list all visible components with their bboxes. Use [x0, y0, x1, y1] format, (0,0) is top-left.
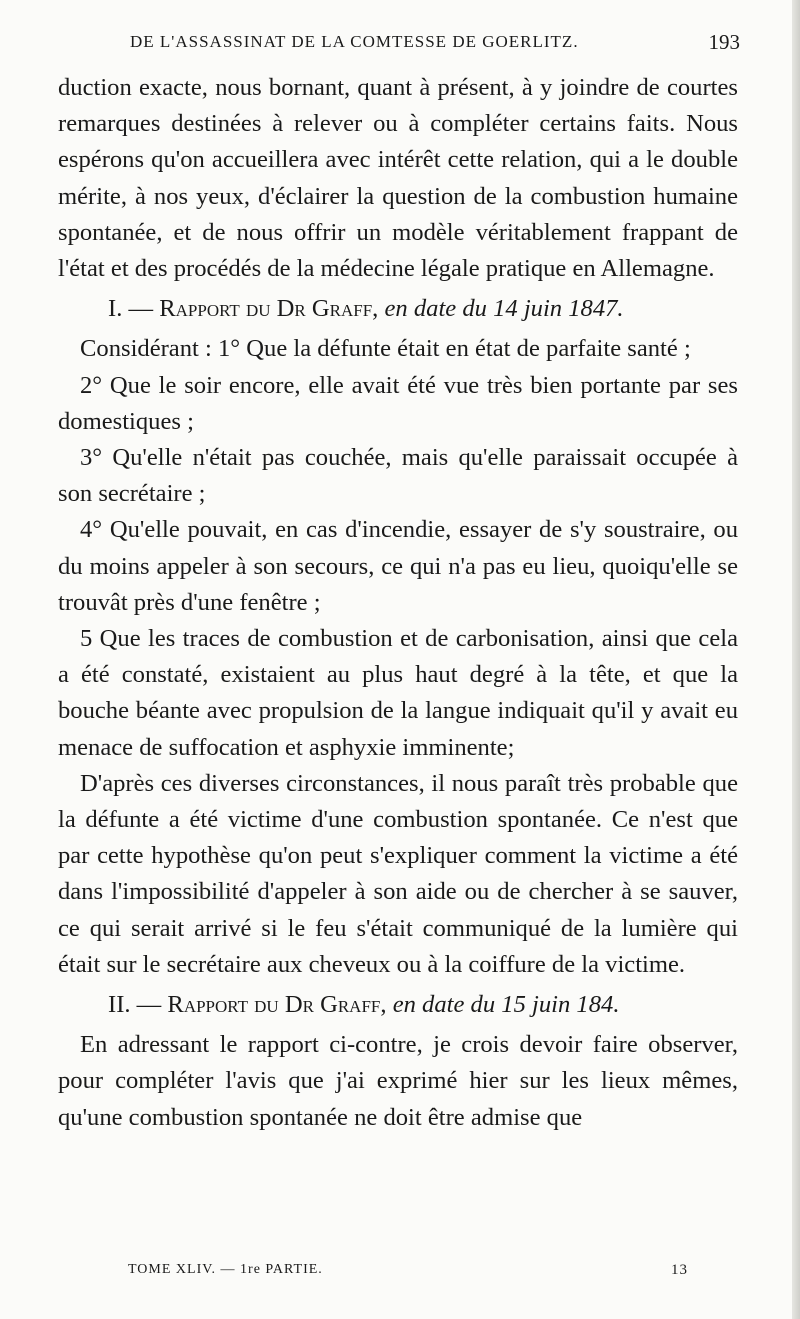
paragraph-point-5: 5 Que les traces de combustion et de carbonisation, ainsi que cela a été constaté, existaient au plus haut degré à la tête, et que la bouche béante avec propulsion de la langue indiquait qu'il y avait eu menace de suffocation et asphyxie imminente; [58, 625, 738, 761]
section-heading-1-date: en date du 14 juin 1847. [384, 295, 624, 323]
section-heading-2 [58, 987, 738, 1023]
footer-signature: 13 [671, 1262, 688, 1278]
body-text [58, 70, 738, 1136]
running-head [130, 32, 740, 52]
paragraph-conclusion: D'après ces diverses circonstances, il nous paraît très probable que la défunte a été victime d'une combustion spontanée. Ce n'est que par cette hypothèse qu'on peut s'expliquer comment la victime a été dans l'impossibilité d'appeler à son aide ou de chercher à se sauver, ce qui serait arrivé si le feu s'était communiqué de la lumière qui était sur le secrétaire aux cheveux ou à la coiffure de la victime. [58, 769, 738, 978]
paragraph-considerant: Considérant : 1° Que la défunte était en état de parfaite santé ; [80, 335, 691, 363]
paragraph-continuation: duction exacte, nous bornant, quant à présent, à y joindre de courtes remarques destinées à relever ou à compléter certains faits. Nous espérons qu'on accueillera avec intérêt cette relation, qui a le double mérite, à nos yeux, d'éclairer la question de la combustion humaine spontanée, et de nous offrir un modèle véritablement frappant de l'état et des procédés de la médecine légale pratique en Allemagne. [58, 74, 738, 283]
section-heading-1-title: I. — Rapport du Dr Graff, [108, 295, 379, 323]
running-head-title: DE L'ASSASSINAT DE LA COMTESSE DE GOERLITZ. [130, 32, 579, 51]
paragraph-point-4: 4° Qu'elle pouvait, en cas d'incendie, essayer de s'y soustraire, ou du moins appeler à son secours, ce qui n'a pas eu lieu, quoiqu'elle se trouvât près d'une fenêtre ; [58, 516, 738, 616]
section-heading-2-title: II. — Rapport du Dr Graff, [108, 991, 387, 1019]
footer-volume: TOME XLIV. — 1re PARTIE. [128, 1262, 323, 1277]
page-footer [128, 1262, 688, 1278]
paragraph-point-3: 3° Qu'elle n'était pas couchée, mais qu'elle paraissait occupée à son secrétaire ; [58, 444, 738, 508]
section-heading-1 [58, 291, 738, 327]
paragraph-second-report: En adressant le rapport ci-contre, je crois devoir faire observer, pour compléter l'avis que j'ai exprimé hier sur les lieux mêmes, qu'une combustion spontanée ne doit être admise que [58, 1031, 738, 1131]
page-edge [792, 0, 800, 1319]
page-number: 193 [708, 30, 740, 54]
section-heading-2-date: en date du 15 juin 184. [392, 991, 620, 1019]
paragraph-point-2: 2° Que le soir encore, elle avait été vue très bien portante par ses domestiques ; [58, 371, 738, 435]
